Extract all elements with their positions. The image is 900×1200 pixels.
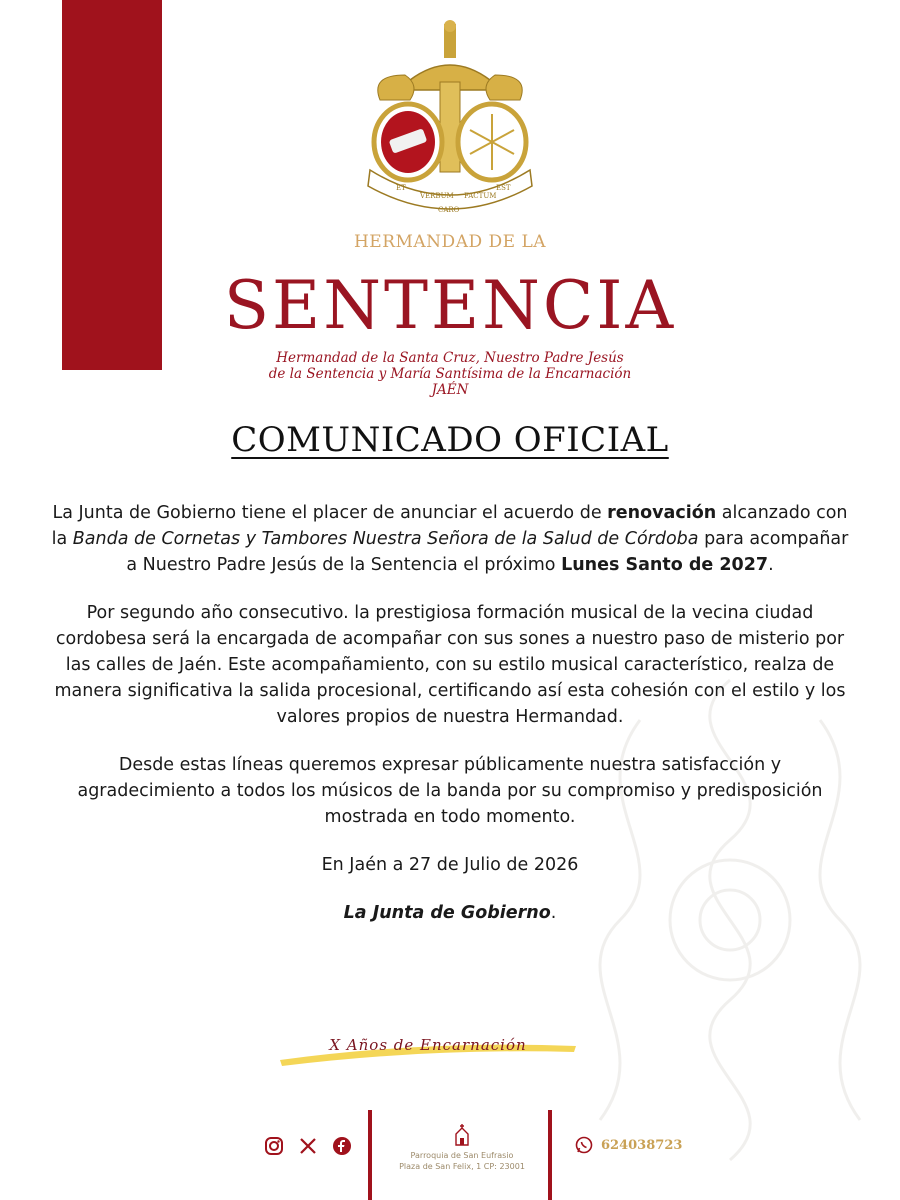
bold-date-event: Lunes Santo de 2027 (561, 555, 769, 575)
instagram-icon[interactable] (264, 1136, 284, 1156)
social-links (264, 1136, 352, 1156)
subtitle-line-1: Hermandad de la Santa Cruz, Nuestro Padre Jesús (276, 350, 624, 366)
crest-motto-3: CARO (438, 206, 460, 214)
brand-name: SENTENCIA (223, 267, 677, 344)
announcement-body (48, 500, 852, 948)
crest-motto-5: EST (496, 184, 511, 192)
subtitle-line-3: JAÉN (431, 382, 469, 398)
brand-subtitle (0, 350, 900, 398)
crest-motto-2: VERBUM (420, 192, 454, 200)
brotherhood-crest (350, 20, 550, 220)
crest-motto-4: FACTUM (464, 192, 497, 200)
parish-address (372, 1124, 552, 1172)
church-icon (452, 1124, 472, 1146)
paragraph-3: Desde estas líneas queremos expresar públicamente nuestra satisfacción y agradecimiento a todos los músicos de la banda por su compromiso y predisposición mostrada en todo momento. (77, 755, 823, 827)
crest-motto-1: ET (396, 184, 406, 192)
paragraph-2: Por segundo año consecutivo. la prestigiosa formación musical de la vecina ciudad cordobesa será la encargada de acompañar con sus sones a nuestro paso de misterio por las calles de Jaén. Este acompañamiento, con su estilo musical característico, realza de manera significativa la salida procesional, certificando así esta cohesión con el estilo y los valores propios de nuestra Hermandad. (54, 603, 846, 727)
x-icon[interactable] (298, 1136, 318, 1156)
whatsapp-icon (575, 1136, 593, 1154)
date-line: En Jaén a 27 de Julio de 2026 (321, 855, 579, 875)
signature: La Junta de Gobierno. (343, 903, 557, 923)
brand-top-text: HERMANDAD DE LA (353, 232, 547, 252)
address-line-1: Parroquia de San Eufrasio (410, 1151, 514, 1160)
address-line-2: Plaza de San Felix, 1 CP: 23001 (399, 1162, 525, 1171)
facebook-icon[interactable] (332, 1136, 352, 1156)
phone-number: 624038723 (601, 1137, 683, 1153)
band-name: Banda de Cornetas y Tambores Nuestra Señora de la Salud de Córdoba (72, 529, 699, 549)
page-title: COMUNICADO OFICIAL (231, 420, 669, 460)
subtitle-line-2: de la Sentencia y María Santísima de la Encarnación (268, 366, 632, 382)
bold-renovacion: renovación (607, 503, 717, 523)
whatsapp-contact[interactable] (575, 1136, 682, 1154)
anniversary-ribbon-text: X Años de Encarnación (329, 1036, 527, 1054)
paragraph-1: La Junta de Gobierno tiene el placer de anunciar el acuerdo de renovación alcanzado con la Banda de Cornetas y Tambores Nuestra Señora de la Salud de Córdoba para acompañar a Nuestro Padre Jesús de la Sentencia el próximo Lunes Santo de 2027. (51, 503, 849, 575)
